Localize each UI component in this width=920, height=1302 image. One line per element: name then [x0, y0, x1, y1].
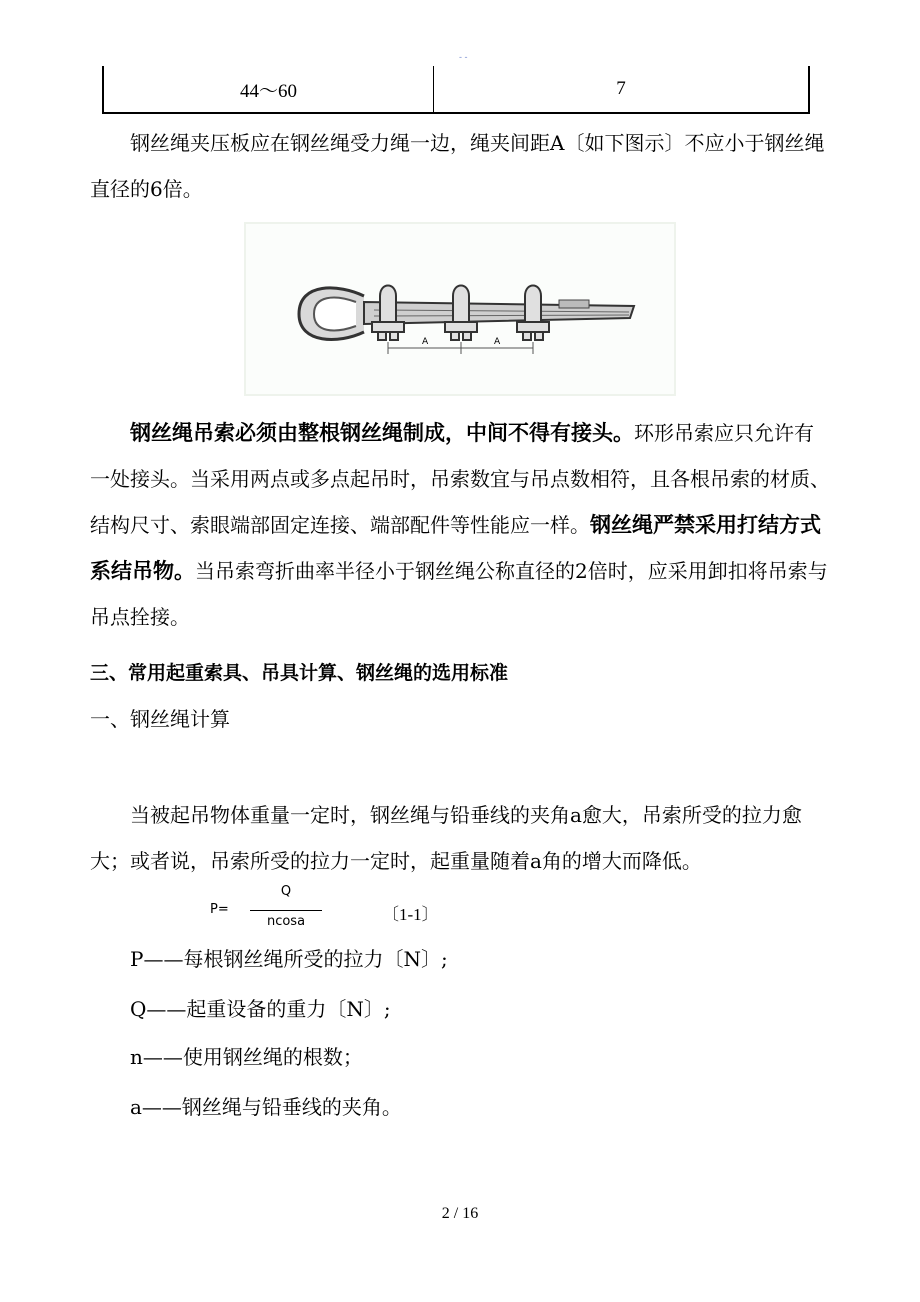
definition-p: P——每根钢丝绳所受的拉力〔N〕; — [130, 947, 448, 971]
section-heading-three: 三、常用起重索具、吊具计算、钢丝绳的选用标准 — [90, 662, 509, 684]
definition-n: n——使用钢丝绳的根数； — [130, 1045, 363, 1069]
table-cell-range: 44～60 — [104, 66, 434, 112]
spacing-label-a-second: A — [494, 337, 501, 347]
paragraph-clip-spacing: 钢丝绳夹压板应在钢丝绳受力绳一边，绳夹间距A〔如下图示〕不应小于钢丝绳直径的6倍。 — [90, 131, 825, 201]
table-cell-count: 7 — [616, 78, 626, 99]
text-shackle-rule: 当吊索弯折曲率半径小于钢丝绳公称直径的2倍时，应采用卸扣将吊索与吊点拴接。 — [90, 559, 828, 629]
text-ring-sling: 环形吊索应只允许有一处接头。当采用两点或多点起吊时，吊索数宜与吊点数相符，且各根吊索的材质、结构尺寸、索眼端部固定连接、端部配件等性能应一样。 — [90, 421, 830, 537]
bold-text-no-joints: 钢丝绳吊索必须由整根钢丝绳制成，中间不得有接头。 — [130, 421, 634, 445]
section-heading-one: 一、钢丝绳计算 — [90, 707, 230, 731]
wire-rope-clip-figure — [244, 222, 676, 396]
formula-denominator: ncosa — [266, 914, 306, 929]
paragraph-sling-rules — [90, 410, 832, 640]
paragraph-angle-relation: 当被起吊物体重量一定时，钢丝绳与铅垂线的夹角a愈大，吊索所受的拉力愈大；或者说，吊索所受的拉力一定时，起重量随着a角的增大而降低。 — [90, 803, 802, 873]
wire-rope-clip-diagram — [244, 222, 676, 396]
formula-number: 〔1-1〕 — [382, 905, 439, 924]
formula-numerator: Q — [280, 884, 292, 899]
table-row — [102, 66, 810, 114]
bold-text-no-knots: 钢丝绳严禁采用打结方式系结吊物。 — [90, 513, 821, 583]
fraction-bar — [250, 910, 322, 911]
definition-a: a——钢丝绳与铅垂线的夹角。 — [130, 1095, 402, 1119]
header-marker: - - — [459, 52, 468, 62]
formula-lhs: P= — [210, 902, 229, 917]
definition-q: Q——起重设备的重力〔N〕; — [130, 997, 391, 1021]
spacing-label-a: A — [422, 337, 429, 347]
page-number: 2 / 16 — [441, 1205, 479, 1222]
